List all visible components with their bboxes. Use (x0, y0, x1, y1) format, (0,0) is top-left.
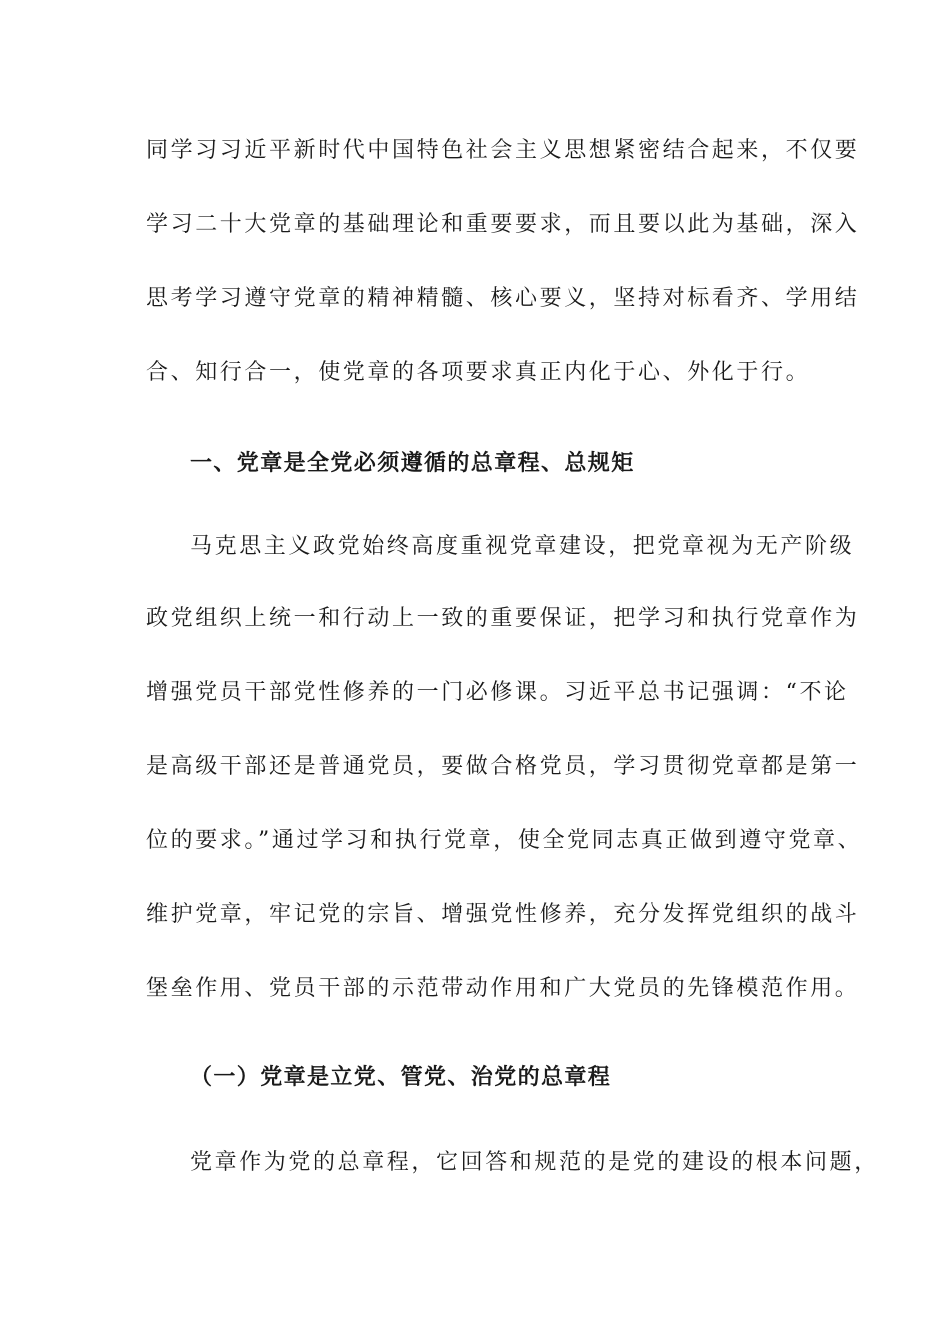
paragraph-line: 维护党章，牢记党的宗旨、增强党性修养，充分发挥党组织的战斗 (146, 902, 860, 927)
paragraph-line: 是高级干部还是普通党员，要做合格党员，学习贯彻党章都是第一 (146, 754, 860, 779)
paragraph-line: 堡垒作用、党员干部的示范带动作用和广大党员的先锋模范作用。 (146, 976, 860, 1001)
paragraph-line: 同学习习近平新时代中国特色社会主义思想紧密结合起来，不仅要 (146, 138, 860, 163)
paragraph-line: 思考学习遵守党章的精神精髓、核心要义，坚持对标看齐、学用结 (146, 286, 860, 311)
section-heading: 一、党章是全党必须遵循的总章程、总规矩 (190, 450, 635, 476)
subsection-heading: （一）党章是立党、管党、治党的总章程 (190, 1064, 612, 1090)
paragraph-line: 合、知行合一，使党章的各项要求真正内化于心、外化于行。 (146, 360, 811, 385)
paragraph-line: 学习二十大党章的基础理论和重要要求，而且要以此为基础，深入 (146, 212, 860, 237)
paragraph-line: 党章作为党的总章程，它回答和规范的是党的建设的根本问题， (190, 1150, 879, 1175)
paragraph-line: 马克思主义政党始终高度重视党章建设，把党章视为无产阶级 (190, 534, 855, 559)
paragraph-line: 位的要求。”通过学习和执行党章，使全党同志真正做到遵守党章、 (146, 828, 863, 853)
paragraph-line: 增强党员干部党性修养的一门必修课。习近平总书记强调：“不论 (146, 680, 849, 705)
paragraph-line: 政党组织上统一和行动上一致的重要保证，把学习和执行党章作为 (146, 606, 860, 631)
